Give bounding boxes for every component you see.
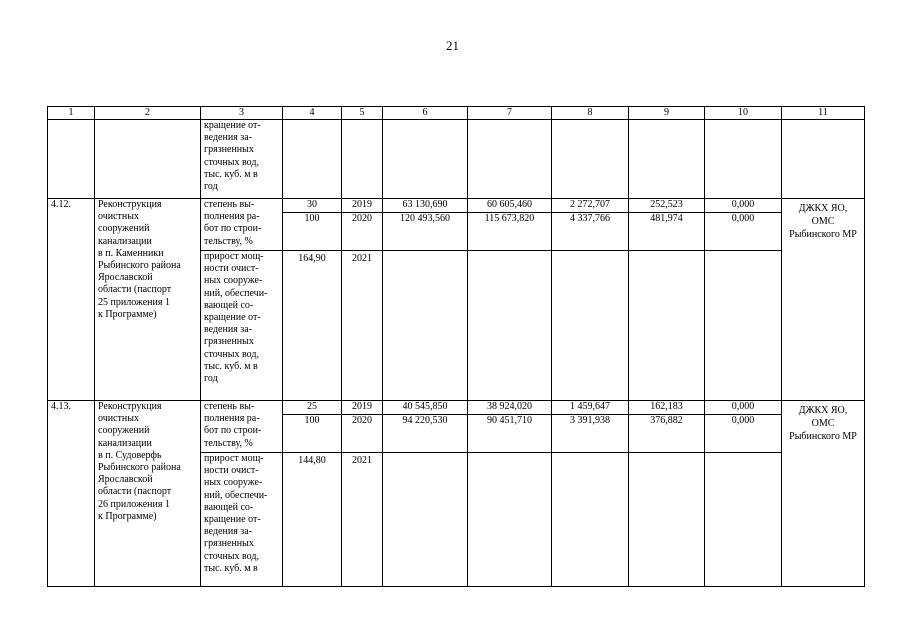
column-header: 6 bbox=[383, 107, 468, 120]
table-row bbox=[48, 199, 865, 213]
indicator-cell: степень вы- полнения ра- бот по строи- тельству, % bbox=[201, 401, 283, 453]
page-number: 21 bbox=[446, 38, 459, 53]
executor: ДЖКХ ЯО, ОМС Рыбинского МР bbox=[782, 401, 865, 587]
column-number-row bbox=[48, 107, 865, 120]
table-row bbox=[48, 401, 865, 415]
amount-col8: 1 459,647 bbox=[552, 401, 629, 415]
activity-name: Реконструкция очистных сооружений канализации в п. Каменники Рыбинского района Ярославской области (паспорт 25 приложения 1 к Программе) bbox=[95, 199, 201, 401]
executor: ДЖКХ ЯО, ОМС Рыбинского МР bbox=[782, 199, 865, 401]
amount-col7: 38 924,020 bbox=[468, 401, 552, 415]
amount-col8: 3 391,938 bbox=[552, 415, 629, 453]
amount-col10: 0,000 bbox=[705, 415, 782, 453]
amount-col7: 60 605,460 bbox=[468, 199, 552, 213]
column-header: 1 bbox=[48, 107, 95, 120]
column-header: 9 bbox=[629, 107, 705, 120]
year: 2020 bbox=[342, 213, 383, 251]
indicator-value: 100 bbox=[283, 415, 342, 453]
continuation-row bbox=[48, 120, 865, 199]
indicator-value: 100 bbox=[283, 213, 342, 251]
amount-total: 40 545,850 bbox=[383, 401, 468, 415]
indicator-cell: кращение от- ведения за- грязненных сточных вод, тыс. куб. м в год bbox=[201, 120, 283, 199]
indicator-value: 164,90 bbox=[283, 251, 342, 401]
column-header: 2 bbox=[95, 107, 201, 120]
activity-number: 4.13. bbox=[48, 401, 95, 587]
program-activities-table bbox=[47, 106, 865, 587]
amount-col9: 252,523 bbox=[629, 199, 705, 213]
amount-col9: 162,183 bbox=[629, 401, 705, 415]
column-header: 10 bbox=[705, 107, 782, 120]
indicator-cell: прирост мощ- ности очист- ных сооруже- ний, обеспечи- вающей со- кращение от- ведения за- грязненных сточных вод, тыс. куб. м в год bbox=[201, 251, 283, 401]
amount-total: 120 493,560 bbox=[383, 213, 468, 251]
amount-col10: 0,000 bbox=[705, 401, 782, 415]
indicator-value: 144,80 bbox=[283, 453, 342, 587]
column-header: 8 bbox=[552, 107, 629, 120]
column-header: 7 bbox=[468, 107, 552, 120]
amount-total: 94 220,530 bbox=[383, 415, 468, 453]
year: 2020 bbox=[342, 415, 383, 453]
amount-col8: 2 272,707 bbox=[552, 199, 629, 213]
amount-col7: 90 451,710 bbox=[468, 415, 552, 453]
year: 2019 bbox=[342, 401, 383, 415]
column-header: 3 bbox=[201, 107, 283, 120]
year: 2021 bbox=[342, 251, 383, 401]
activity-number: 4.12. bbox=[48, 199, 95, 401]
indicator-cell: прирост мощ- ности очист- ных сооруже- ний, обеспечи- вающей со- кращение от- ведения за- грязненных сточных вод, тыс. куб. м в bbox=[201, 453, 283, 587]
amount-col8: 4 337,766 bbox=[552, 213, 629, 251]
column-header: 4 bbox=[283, 107, 342, 120]
activity-name: Реконструкция очистных сооружений канализации в п. Судоверфь Рыбинского района Ярославской области (паспорт 26 приложения 1 к Программе) bbox=[95, 401, 201, 587]
amount-col10: 0,000 bbox=[705, 199, 782, 213]
indicator-cell: степень вы- полнения ра- бот по строи- тельству, % bbox=[201, 199, 283, 251]
amount-col9: 481,974 bbox=[629, 213, 705, 251]
column-header: 11 bbox=[782, 107, 865, 120]
amount-col9: 376,882 bbox=[629, 415, 705, 453]
amount-col10: 0,000 bbox=[705, 213, 782, 251]
amount-total: 63 130,690 bbox=[383, 199, 468, 213]
indicator-value: 30 bbox=[283, 199, 342, 213]
column-header: 5 bbox=[342, 107, 383, 120]
year: 2021 bbox=[342, 453, 383, 587]
amount-col7: 115 673,820 bbox=[468, 213, 552, 251]
indicator-value: 25 bbox=[283, 401, 342, 415]
year: 2019 bbox=[342, 199, 383, 213]
